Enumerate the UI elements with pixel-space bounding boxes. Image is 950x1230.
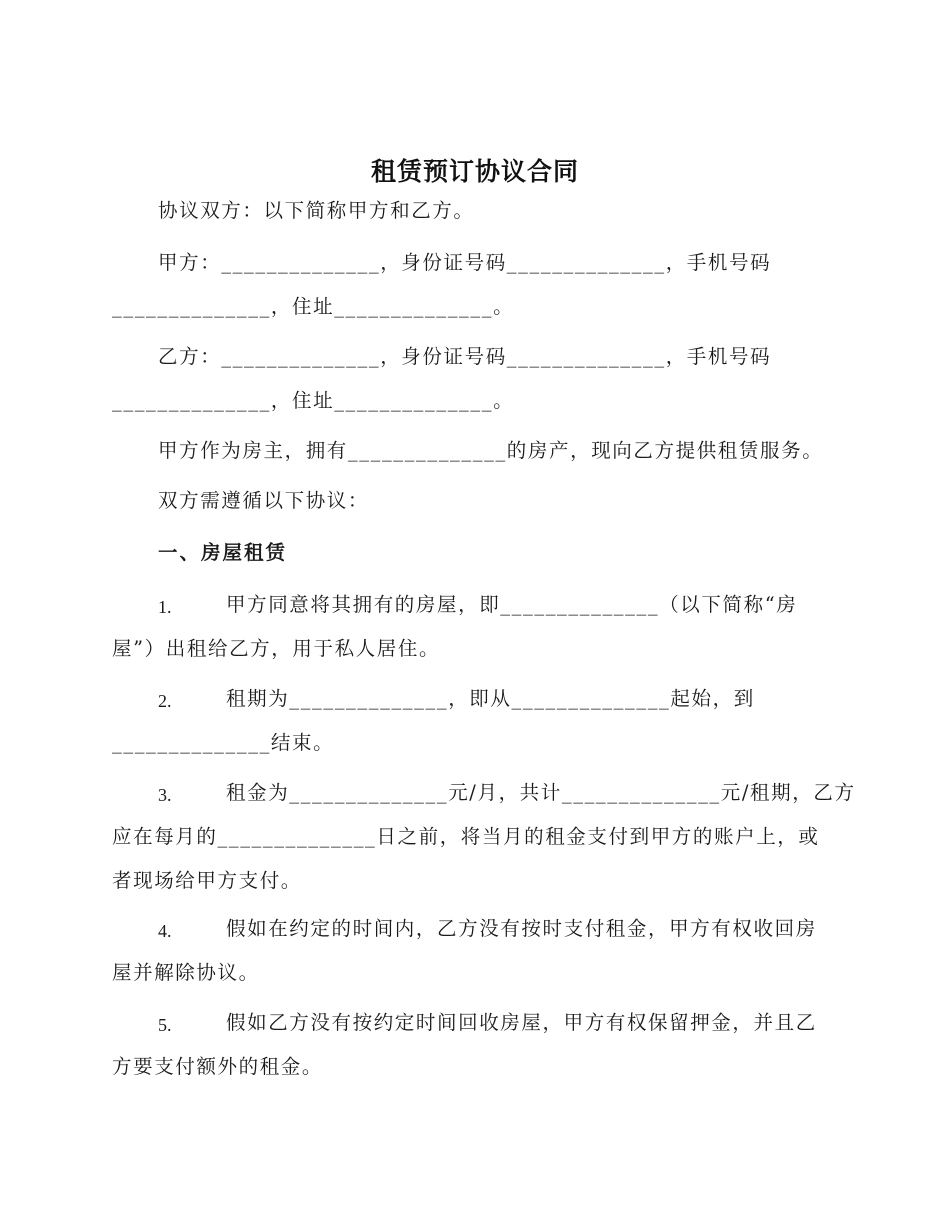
clause-line: 屋”）出租给乙方，用于私人居住。 [112,637,441,660]
clause-number: 4. [158,921,172,941]
clause-line: 租金为______________元/月，共计______________元/租期，乙方 [226,781,856,804]
party-b-line-1: 乙方：______________，身份证号码______________，手机号码 [158,345,772,368]
clause-number: 1. [158,597,172,617]
clause-line: 方要支付额外的租金。 [112,1055,324,1078]
follow-paragraph: 双方需遵循以下协议： [158,489,370,512]
clause-line: 屋并解除协议。 [112,961,260,984]
landlord-paragraph: 甲方作为房主，拥有______________的房产，现向乙方提供租赁服务。 [158,439,824,462]
clause-line: 假如在约定的时间内，乙方没有按时支付租金，甲方有权收回房 [226,917,817,940]
clause-line: 甲方同意将其拥有的房屋，即______________（以下简称“房 [226,593,798,616]
clause-line: 应在每月的______________日之前，将当月的租金支付到甲方的账户上，或 [112,825,820,848]
party-a-line-1: 甲方：______________，身份证号码______________，手机号码 [158,251,772,274]
party-b-line-2: ______________，住址______________。 [112,389,515,412]
clause-line: 者现场给甲方支付。 [112,869,302,892]
intro-paragraph: 协议双方：以下简称甲方和乙方。 [158,199,475,222]
clause-line: 租期为______________，即从______________起始，到 [226,687,755,710]
clause-number: 2. [158,691,172,711]
clause-number: 3. [158,785,172,805]
party-a-line-2: ______________，住址______________。 [112,295,515,318]
clause-line: 假如乙方没有按约定时间回收房屋，甲方有权保留押金，并且乙 [226,1011,817,1034]
section-heading: 一、房屋租赁 [158,541,288,564]
clause-number: 5. [158,1015,172,1035]
clause-line: ______________结束。 [112,731,335,754]
document-title: 租赁预订协议合同 [370,157,579,186]
